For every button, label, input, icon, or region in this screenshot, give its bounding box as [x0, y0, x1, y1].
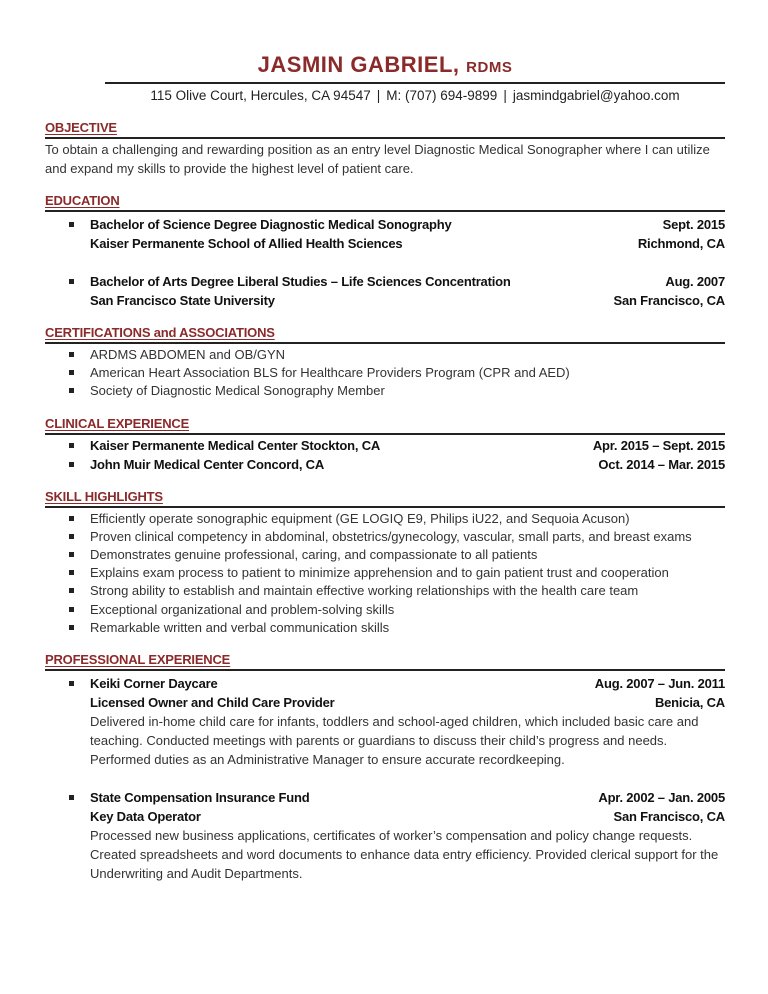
job-role: Licensed Owner and Child Care Provider — [90, 695, 335, 711]
contact-email[interactable]: jasmindgabriel@yahoo.com — [512, 88, 680, 103]
bullet-icon — [69, 607, 74, 612]
job-employer: Keiki Corner Daycare — [90, 676, 218, 692]
education-date: Aug. 2007 — [665, 274, 725, 289]
clinical-place: John Muir Medical Center Concord, CA — [90, 456, 325, 472]
bullet-icon — [69, 681, 74, 686]
bullet-icon — [69, 352, 74, 357]
clinical-dates: Oct. 2014 – Mar. 2015 — [598, 456, 725, 472]
education-degree: Bachelor of Arts Degree Liberal Studies – Life Sciences Concentration — [90, 274, 511, 289]
contact-separator: | — [376, 88, 381, 103]
job-role: Key Data Operator — [90, 809, 201, 825]
bullet-icon — [69, 370, 74, 375]
job-dates: Aug. 2007 – Jun. 2011 — [594, 676, 725, 692]
job-location: Benicia, CA — [654, 695, 725, 711]
clinical-section — [45, 415, 725, 474]
list-item — [45, 382, 725, 400]
resume-header-name — [45, 52, 725, 81]
education-entry — [45, 215, 725, 253]
skill-text: Efficiently operate sonographic equipment (GE LOGIQ E9, Philips iU22, and Sequoia Acuson) — [90, 510, 630, 526]
list-item — [45, 564, 725, 582]
clinical-place: Kaiser Permanente Medical Center Stockton, CA — [90, 437, 381, 453]
section-title: CERTIFICATIONS and ASSOCIATIONS — [45, 324, 725, 344]
skill-text: Exceptional organizational and problem-solving skills — [90, 601, 395, 617]
list-item — [45, 582, 725, 600]
job-dates: Apr. 2002 – Jan. 2005 — [598, 790, 725, 806]
section-title: SKILL HIGHLIGHTS — [45, 488, 725, 508]
resume-page — [45, 0, 725, 883]
bullet-icon — [69, 388, 74, 393]
bullet-icon — [69, 552, 74, 557]
skills-list — [45, 510, 725, 637]
objective-text: To obtain a challenging and rewarding position as an entry level Diagnostic Medical Sonographer where I can utilize and expand my skills to provide the highest level of patient care. — [45, 142, 710, 176]
bullet-icon — [69, 588, 74, 593]
contact-line — [105, 82, 725, 105]
clinical-dates: Apr. 2015 – Sept. 2015 — [592, 437, 725, 453]
section-title: OBJECTIVE — [45, 119, 725, 139]
bullet-icon — [69, 222, 74, 227]
job-entry — [45, 788, 725, 883]
certification-text: American Heart Association BLS for Healthcare Providers Program (CPR and AED) — [90, 365, 570, 381]
education-date: Sept. 2015 — [662, 217, 725, 232]
professional-section — [45, 651, 725, 883]
candidate-name: JASMIN GABRIEL, — [257, 52, 460, 77]
list-item — [45, 619, 725, 637]
education-school: San Francisco State University — [90, 293, 275, 308]
education-entry — [45, 272, 725, 310]
bullet-icon — [69, 279, 74, 284]
objective-section — [45, 119, 725, 178]
job-employer: State Compensation Insurance Fund — [90, 790, 310, 806]
list-item — [45, 546, 725, 564]
clinical-entry — [45, 455, 725, 474]
list-item — [45, 346, 725, 364]
job-location: San Francisco, CA — [613, 809, 725, 825]
skill-text: Proven clinical competency in abdominal, obstetrics/gynecology, vascular, small parts, and breast exams — [90, 528, 692, 544]
education-location: Richmond, CA — [637, 236, 725, 251]
certifications-section — [45, 324, 725, 401]
list-item — [45, 601, 725, 619]
section-title: CLINICAL EXPERIENCE — [45, 415, 725, 435]
skill-text: Strong ability to establish and maintain effective working relationships with the health care team — [90, 583, 639, 599]
education-degree: Bachelor of Science Degree Diagnostic Medical Sonography — [90, 217, 452, 232]
list-item — [45, 364, 725, 382]
section-title: PROFESSIONAL EXPERIENCE — [45, 651, 725, 671]
job-description: Processed new business applications, certificates of worker’s compensation and policy change requests. Created spreadsheets and word documents to enhance data entry efficiency. Provided clerical support for the Underwriting and Audit Departments. — [90, 828, 719, 882]
education-location: San Francisco, CA — [613, 293, 725, 308]
bullet-icon — [69, 462, 74, 467]
certification-text: ARDMS ABDOMEN and OB/GYN — [90, 347, 286, 362]
education-school: Kaiser Permanente School of Allied Health Sciences — [90, 236, 403, 251]
skill-text: Demonstrates genuine professional, caring, and compassionate to all patients — [90, 547, 538, 563]
skill-text: Explains exam process to patient to minimize apprehension and to gain patient trust and cooperation — [90, 565, 669, 581]
bullet-icon — [69, 534, 74, 539]
list-item — [45, 510, 725, 528]
bullet-icon — [69, 625, 74, 630]
certification-text: Society of Diagnostic Medical Sonography Member — [90, 383, 385, 399]
list-item — [45, 528, 725, 546]
skills-section — [45, 488, 725, 637]
skill-text: Remarkable written and verbal communication skills — [90, 619, 390, 635]
bullet-icon — [69, 443, 74, 448]
contact-separator: | — [503, 88, 507, 103]
bullet-icon — [69, 795, 74, 800]
education-section — [45, 192, 725, 310]
section-title: EDUCATION — [45, 192, 725, 212]
candidate-credential: RDMS — [466, 59, 513, 76]
job-description: Delivered in-home child care for infants, toddlers and school-aged children, which included basic care and teaching. Conducted meetings with parents or guardians to discuss their child’s progress and needs. Performed duties as an Administrative Manager to ensure accurate recordkeeping. — [90, 714, 699, 768]
clinical-entry — [45, 436, 725, 455]
job-entry — [45, 674, 725, 769]
contact-phone: M: (707) 694-9899 — [386, 88, 498, 103]
certifications-list — [45, 346, 725, 401]
contact-address: 115 Olive Court, Hercules, CA 94547 — [150, 88, 371, 103]
bullet-icon — [69, 570, 74, 575]
bullet-icon — [69, 516, 74, 521]
